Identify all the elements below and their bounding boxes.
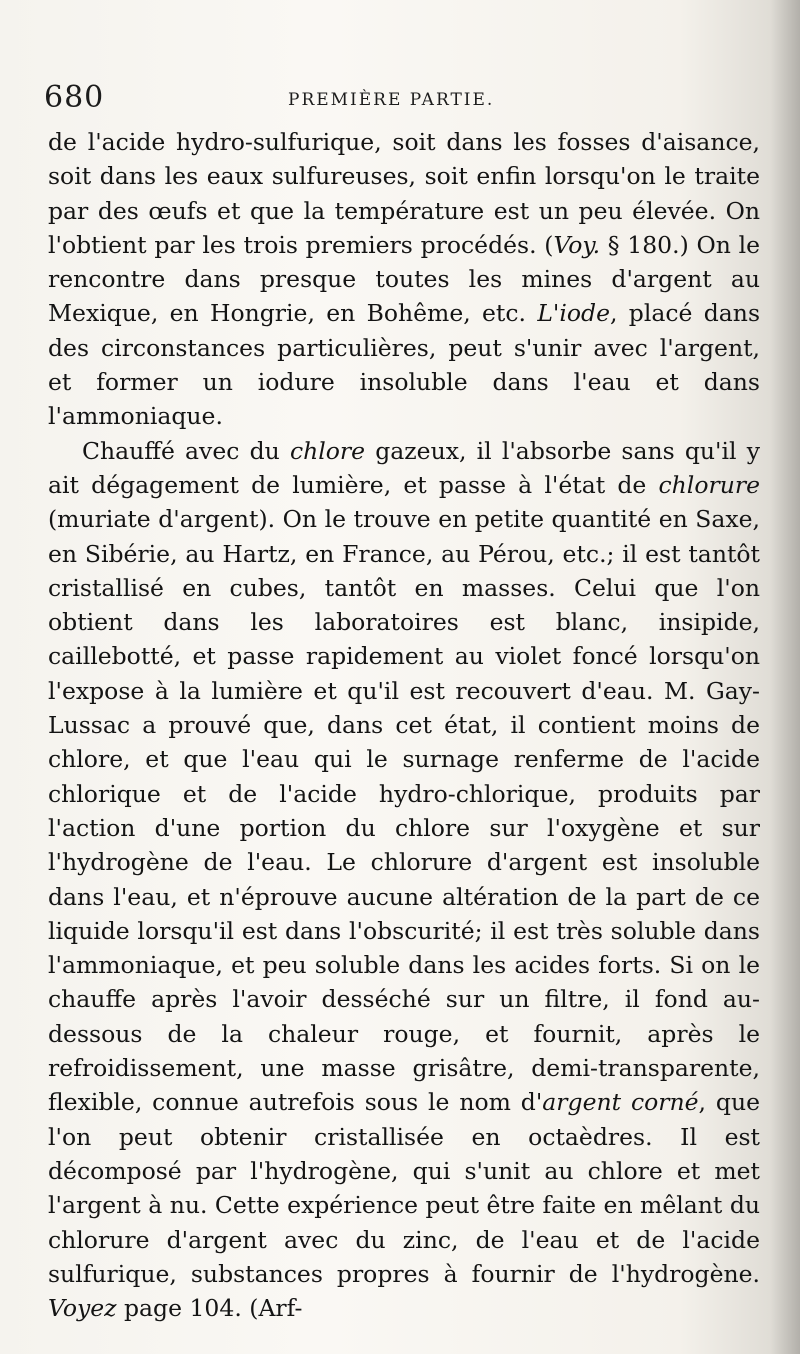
chlore-italic: chlore [289, 436, 366, 465]
paragraph-1-part-a: de l'acide hydro-sulfurique, soit dans les fosses d'aisance, soit dans les eaux sulfureuses, soit enfin lorsqu'on le traite par des œufs et que la température est un peu élevée. On l'obtient par les trois premiers procédés. ( [48, 128, 760, 259]
paragraph-1-part-b: § 180.) On le rencontre dans presque toutes les mines d'argent au Mexique, en Hongrie, en Bohême, etc. [48, 230, 760, 328]
chlorure-italic: chlorure [658, 470, 760, 499]
paragraph-1-part-c: , placé dans des circonstances particulières, peut s'unir avec l'argent, et former un iodure insoluble dans l'eau et dans l'ammoniaque. [48, 299, 761, 431]
argent-corne-italic: argent corné [542, 1088, 699, 1117]
page-gutter-shadow [770, 0, 800, 1354]
running-head: PREMIÈRE PARTIE. [288, 90, 495, 110]
paragraph-2 [48, 434, 760, 1326]
voyez-italic: Voyez [48, 1294, 117, 1323]
paragraph-2-part-c: (muriate d'argent). On le trouve en petite quantité en Saxe, en Sibérie, au Hartz, en France, au Pérou, etc.; il est tantôt cristallisé en cubes, tantôt en masses. Celui que l'on obtient dans les laboratoires est blanc, insipide, caillebotté, et passe rapidement au violet foncé lorsqu'on l'expose à la lumière et qu'il est recouvert d'eau. M. Gay-Lussac a prouvé que, dans cet état, il contient moins de chlore, et que l'eau qui le surnage renferme de l'acide chlorique et de l'acide hydro-chlorique, produits par l'action d'une portion du chlore sur l'oxygène et sur l'hydrogène de l'eau. Le chlorure d'argent est insoluble dans l'eau, et n'éprouve aucune altération de la part de ce liquide lorsqu'il est dans l'obscurité; il est très soluble dans l'ammoniaque, et peu soluble dans les acides forts. Si on le chauffe après l'avoir desséché sur un filtre, il fond au-dessous de la chaleur rouge, et fournit, après le refroidissement, une masse grisâtre, demi-transparente, flexible, connue autrefois sous le nom d' [48, 505, 760, 1117]
paragraph-2-part-d: , que l'on peut obtenir cristallisée en octaèdres. Il est décomposé par l'hydrogène, qui s'unit au chlore et met l'argent à nu. Cette expérience peut être faite en mêlant du chlorure d'argent avec du zinc, de l'eau et de l'acide sulfurique, substances propres à fournir de l'hydrogène. [48, 1088, 760, 1288]
voy-italic: Voy. [553, 230, 601, 259]
paragraph-2-part-b: gazeux, il l'absorbe sans qu'il y ait dégagement de lumière, et passe à l'état de [48, 436, 761, 499]
page-header [44, 80, 764, 120]
page-number: 680 [44, 80, 105, 115]
paragraph-1 [48, 125, 760, 434]
iode-italic: L'iode [537, 299, 611, 328]
paragraph-2-part-e: page 104. (Arf- [116, 1294, 303, 1323]
paragraph-2-part-a: Chauffé avec du [82, 436, 290, 465]
body-text [48, 125, 760, 1325]
